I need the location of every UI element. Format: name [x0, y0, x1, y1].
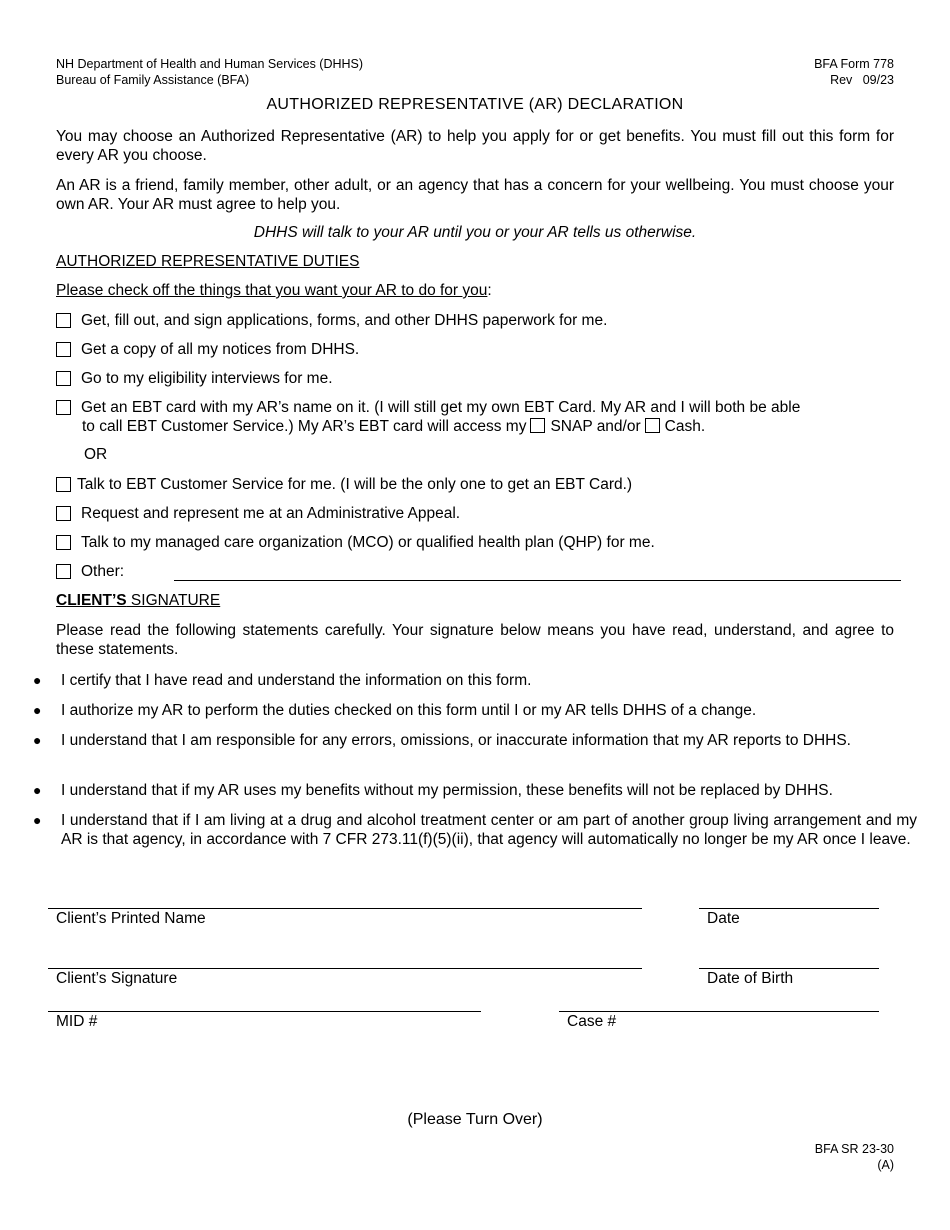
appeal-label: Request and represent me at an Administrative Appeal. [81, 505, 461, 522]
snap-label: SNAP and/or [550, 418, 641, 435]
header-right [814, 56, 894, 88]
footer-code-block [815, 1141, 894, 1173]
dept-name: NH Department of Health and Human Services (DHHS) [56, 57, 364, 71]
turn-over-note: (Please Turn Over) [407, 1111, 543, 1128]
ebt-service-label: Talk to EBT Customer Service for me. (I will be the only one to get an EBT Card.) [77, 476, 633, 493]
duties-instruction-colon: : [487, 282, 492, 299]
signature-intro: Please read the following statements carefully. Your signature below means you have read, understand, and agree to these statements. [56, 622, 894, 658]
statement-item [33, 671, 917, 690]
date-label: Date [707, 910, 740, 927]
ebt-service-checkbox[interactable] [56, 477, 71, 492]
mco-label: Talk to my managed care organization (MCO) or qualified health plan (QHP) for me. [81, 534, 655, 551]
form-id: BFA Form 778 [814, 57, 894, 71]
duty-ebt-service [56, 475, 632, 494]
interviews-label: Go to my eligibility interviews for me. [81, 370, 333, 387]
signature-heading-bold: CLIENT’S [56, 592, 127, 609]
or-separator: OR [84, 446, 108, 463]
ebt-card-text [81, 398, 800, 436]
other-label: Other: [81, 563, 125, 580]
duty-interviews [56, 369, 333, 388]
duty-notices [56, 340, 359, 359]
statement-text: I authorize my AR to perform the duties checked on this form until I or my AR tells DHHS of a change. [61, 702, 757, 719]
bullet-icon: ● [33, 782, 42, 798]
statement-item [33, 701, 917, 720]
signature-heading-rest: SIGNATURE [126, 592, 221, 609]
cash-checkbox[interactable] [645, 418, 660, 433]
ebt-card-line-2 [82, 417, 800, 436]
client-signature-line[interactable] [48, 968, 642, 969]
case-line[interactable] [559, 1011, 879, 1012]
notices-label: Get a copy of all my notices from DHHS. [81, 341, 360, 358]
cash-label: Cash. [664, 418, 706, 435]
other-checkbox[interactable] [56, 564, 71, 579]
case-label: Case # [567, 1013, 617, 1030]
duty-mco [56, 533, 655, 552]
intro-notice: DHHS will talk to your AR until you or your AR tells us otherwise. [253, 224, 697, 241]
statement-item [33, 811, 917, 849]
bureau-name: Bureau of Family Assistance (BFA) [56, 73, 250, 87]
statement-text: I certify that I have read and understand the information on this form. [61, 672, 532, 689]
date-line[interactable] [699, 908, 879, 909]
form-rev: Rev 09/23 [830, 73, 894, 87]
ebt-card-checkbox[interactable] [56, 400, 71, 415]
mid-label: MID # [56, 1013, 98, 1030]
appeal-checkbox[interactable] [56, 506, 71, 521]
statement-text: I understand that if my AR uses my benefits without my permission, these benefits will not be replaced by DHHS. [61, 782, 833, 799]
other-input-line[interactable] [174, 580, 901, 581]
header-left [56, 56, 363, 88]
bullet-icon: ● [33, 672, 42, 688]
duty-paperwork [56, 311, 607, 330]
paperwork-checkbox[interactable] [56, 313, 71, 328]
ebt-card-line-2-text: to call EBT Customer Service.) My AR’s EBT card will access my [82, 418, 527, 435]
duties-instruction-text: Please check off the things that you want your AR to do for you [56, 282, 488, 299]
bullet-icon: ● [33, 702, 42, 718]
statement-item [33, 781, 917, 800]
bullet-icon: ● [33, 732, 42, 748]
printed-name-line[interactable] [48, 908, 642, 909]
ebt-card-line-1: Get an EBT card with my AR’s name on it. (I will still get my own EBT Card. My AR and I will both be able [81, 399, 801, 416]
dob-line[interactable] [699, 968, 879, 969]
printed-name-label: Client’s Printed Name [56, 910, 206, 927]
intro-paragraph-2: An AR is a friend, family member, other adult, or an agency that has a concern for your wellbeing. You must choose your own AR. Your AR must agree to help you. [56, 177, 894, 213]
mid-line[interactable] [48, 1011, 481, 1012]
signature-heading [56, 592, 220, 610]
footer-code-sub: (A) [877, 1158, 894, 1172]
duties-heading: AUTHORIZED REPRESENTATIVE DUTIES [56, 253, 360, 270]
page-title: AUTHORIZED REPRESENTATIVE (AR) DECLARATION [266, 96, 684, 113]
duty-appeal [56, 504, 460, 523]
statement-item [33, 731, 917, 750]
duties-instruction [56, 282, 492, 300]
bullet-icon: ● [33, 812, 42, 828]
footer-code: BFA SR 23-30 [814, 1142, 894, 1156]
paperwork-label: Get, fill out, and sign applications, forms, and other DHHS paperwork for me. [81, 312, 608, 329]
notices-checkbox[interactable] [56, 342, 71, 357]
client-signature-label: Client’s Signature [56, 970, 178, 987]
statement-text: I understand that I am responsible for any errors, omissions, or inaccurate information that my AR reports to DHHS. [61, 732, 851, 749]
interviews-checkbox[interactable] [56, 371, 71, 386]
duty-ebt-card [56, 398, 896, 436]
duty-other [56, 562, 124, 581]
dob-label: Date of Birth [707, 970, 794, 987]
mco-checkbox[interactable] [56, 535, 71, 550]
snap-checkbox[interactable] [530, 418, 545, 433]
statement-text: I understand that if I am living at a drug and alcohol treatment center or am part of another group living arrangement and my AR is that agency, in accordance with 7 CFR 273.11(f)(5)(ii), that agency will automatically no longer be my AR once I leave. [61, 812, 917, 848]
intro-paragraph-1: You may choose an Authorized Representative (AR) to help you apply for or get benefits. You must fill out this form for every AR you choose. [56, 128, 894, 164]
